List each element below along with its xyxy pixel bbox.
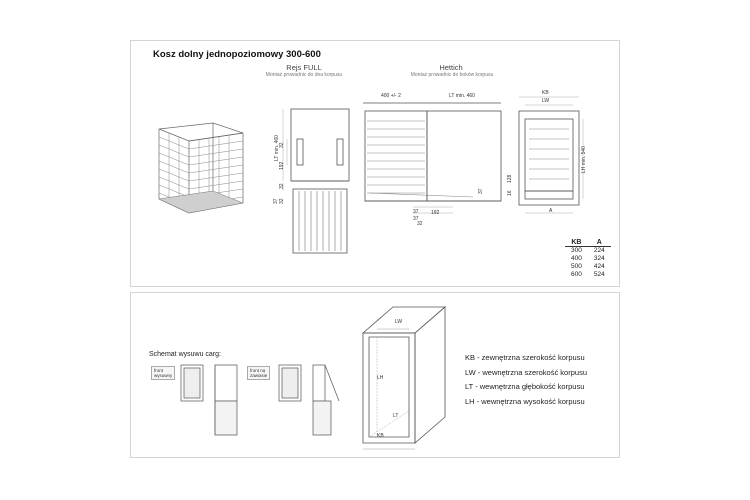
top-drawing-panel [130,40,620,287]
table-row: 500 424 [571,263,605,270]
hettich-title: Hettich [439,63,463,72]
cab-label-lw: LW [395,319,403,325]
drawer-hinged-schema [277,363,347,438]
dim-32-left-c: 32 [279,198,285,204]
dim-37-mid-c: 37 [478,188,484,194]
dim-128: 128 [507,174,513,183]
legend [465,351,587,409]
rejs-title: Rejs FULL [286,63,322,72]
dim-lw: LW [542,98,550,104]
dim-lt-min-mid: LT min. 460 [449,93,475,99]
cab-label-kb: KB [377,433,384,439]
rejs-side-drawing [279,109,359,259]
dim-37-mid-a: 37 [413,209,419,215]
table-row: 300 224 [571,247,605,254]
cab-label-lh: LH [377,375,384,381]
cabinet-iso-drawing [353,301,453,451]
basket-iso-drawing [151,111,251,221]
hettich-subtitle: Montaż prowadnic do boków korpusu [410,72,494,78]
dim-32-left-a: 32 [279,142,285,148]
front-out-tag: front wysuwny [151,366,175,380]
legend-item-lw: LW - wewnętrzna szerokość korpusu [465,367,587,377]
table-header-a: A [588,239,611,247]
kb-a-table [565,239,611,279]
bottom-drawing-panel [130,292,620,458]
dim-192-left: 192 [279,161,285,170]
hettich-side-drawing [353,97,503,227]
legend-item-lh: LH - wewnętrzna wysokość korpusu [465,396,585,406]
dim-400: 400 +/- 2 [381,93,401,99]
dim-32-mid: 32 [417,221,423,227]
dim-lh-min: LH min. 540 [581,146,587,173]
legend-item-lt: LT - wewnętrzna głębokość korpusu [465,382,585,391]
dim-192-mid: 192 [431,210,440,216]
table-header-kb: KB [565,239,588,247]
table-row: 600 524 [571,271,605,278]
table-row: 400 324 [571,255,605,262]
rejs-subtitle: Montaż prowadnic do dna korpusu [265,72,343,78]
front-view-drawing [515,93,585,223]
schema-title: Schemat wysuwu carg: [149,351,221,358]
dim-37-mid-b: 37 [413,216,419,222]
dim-a: A [549,208,553,214]
dim-16: 16 [507,190,513,196]
cab-label-lt: LT [393,413,399,419]
drawer-out-schema [179,363,249,438]
dim-37-left: 37 [273,198,279,204]
dim-32-left-b: 32 [279,183,285,189]
dim-kb: KB [542,90,549,96]
front-hinged-tag: front na zawiasie [247,366,270,380]
legend-item-kb: KB - zewnętrzna szerokość korpusu [465,353,585,362]
page-title: Kosz dolny jednopoziomowy 300-600 [153,49,321,60]
dim-lt-min-left: LT min. 460 [274,135,280,161]
